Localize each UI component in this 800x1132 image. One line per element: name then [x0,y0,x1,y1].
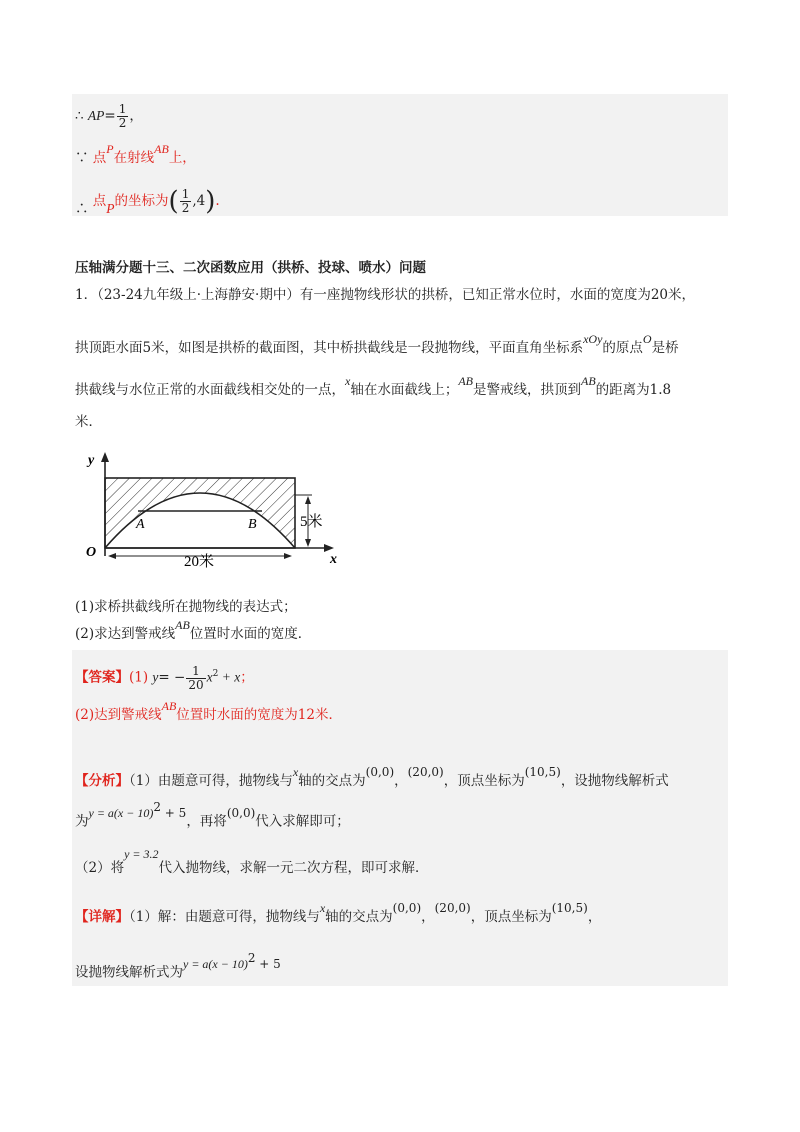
problem-line-2: 拱顶距水面5米，如图是拱桥的截面图，其中桥拱截线是一段抛物线，平面直角坐标系xOy的原点O是桥 [75,332,679,356]
arrow-up-icon [305,496,311,504]
width-label: 20米 [184,554,215,570]
height-label: 5米 [300,514,323,530]
bridge-figure [80,448,360,578]
point-b-label: B [248,517,257,532]
analysis-line-3: （2）将y = 3.2代入抛物线，求解一元二次方程，即可求解． [75,847,429,876]
arrow-right-icon [284,553,292,559]
answer-line-2: (2)达到警戒线AB位置时水面的宽度为12米． [75,699,342,723]
analysis-line-2: 为y = a(x − 10)2 + 5，再将(0,0)代入求解即可； [75,800,350,830]
step-point-on-ray: ∵ 点P在射线AB上， [75,142,196,166]
step-point-coordinate: ∴ 点P的坐标为( $\frac{1}{2}$ ,4). [75,186,220,217]
question-1: (1)求桥拱截线所在抛物线的表达式； [75,599,297,615]
section-title: 压轴满分题十三、二次函数应用（拱桥、投球、喷水）问题 [75,260,426,276]
bridge-hatched-region [105,478,295,548]
analysis-line-1: 【分析】（1）由题意可得，抛物线与x轴的交点为(0,0)，(20,0)，顶点坐标为(10,5)，设抛物线解析式 [75,765,669,789]
arrow-down-icon [305,539,311,547]
x-axis-arrow-icon [324,544,334,552]
answer-line-1: 【答案】(1) y= − $\frac{1}{20}$ $x^2 + x$； [75,663,254,692]
point-a-label: A [136,517,145,532]
question-2: (2)求达到警戒线AB位置时水面的宽度． [75,618,312,642]
detail-line-1: 【详解】（1）解：由题意可得，抛物线与x轴的交点为(0,0)，(20,0)，顶点坐标为(10,5)， [75,901,602,925]
problem-line-4: 米． [75,414,102,430]
x-axis-label: x [330,552,337,567]
step-ap: ∴ AP= $\frac{1}{2}$ ， [75,102,143,130]
arrow-left-icon [108,553,116,559]
fraction-half: $\frac{1}{2}$ [118,102,127,130]
origin-label: O [86,545,97,560]
y-axis-label: y [88,453,95,468]
y-axis-arrow-icon [101,452,109,462]
problem-line-3: 拱截线与水位正常的水面截线相交处的一点，x轴在水面截线上；AB是警戒线，拱顶到AB的距离为1.8 [75,374,672,398]
problem-line-1: 1．（23-24九年级上·上海静安·期中）有一座抛物线形状的拱桥，已知正常水位时，水面的宽度为20米， [75,287,696,303]
fraction-half: $\frac{1}{2}$ [181,187,190,215]
fraction-one-twentieth: $\frac{1}{20}$ [188,663,204,692]
detail-line-2: 设抛物线解析式为y = a(x − 10)2 + 5 [75,951,281,981]
